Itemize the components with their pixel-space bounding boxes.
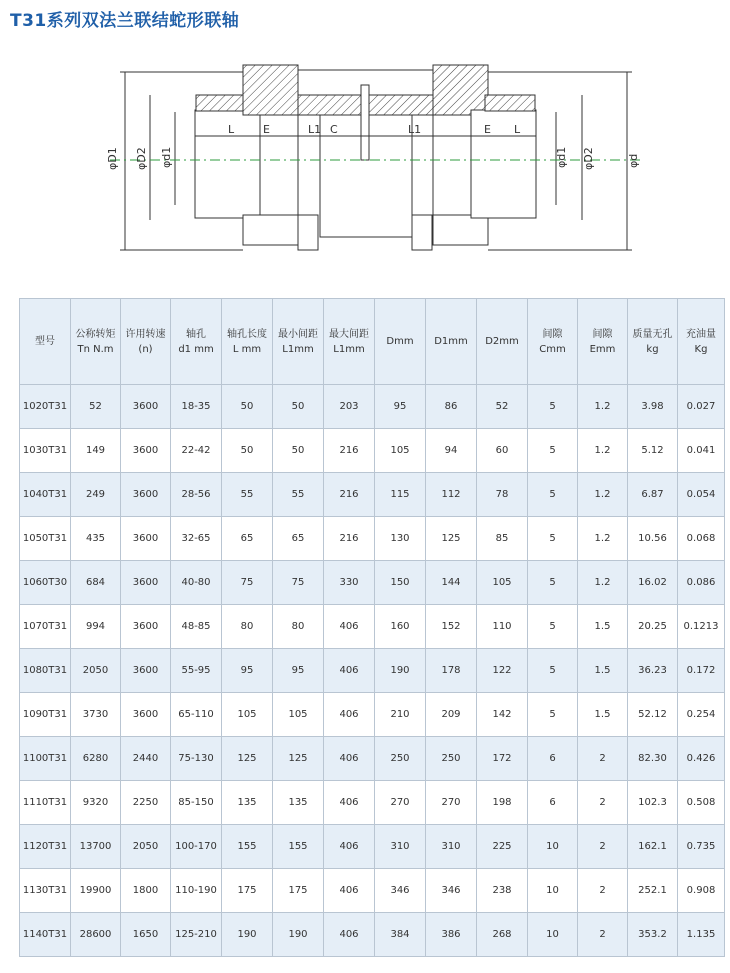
table-cell: 75 <box>273 561 324 605</box>
column-header-line2: Cmm <box>539 343 566 355</box>
table-cell: 10 <box>528 913 578 957</box>
table-cell: 1140T31 <box>20 913 71 957</box>
column-header <box>628 299 678 385</box>
label-E-left: E <box>263 123 270 136</box>
table-cell: 85 <box>477 517 528 561</box>
table-cell: 250 <box>375 737 426 781</box>
column-header-line1: 许用转速 <box>125 328 166 340</box>
table-cell: 130 <box>375 517 426 561</box>
label-L1-right: L1 <box>408 123 422 136</box>
table-cell: 252.1 <box>628 869 678 913</box>
table-cell: 1.5 <box>578 605 628 649</box>
table-row <box>20 913 725 957</box>
table-row <box>20 429 725 473</box>
table-cell: 198 <box>477 781 528 825</box>
table-cell: 142 <box>477 693 528 737</box>
label-L1-left: L1 <box>308 123 322 136</box>
label-phi-d1-right: φd1 <box>555 146 568 168</box>
table-cell: 50 <box>222 429 273 473</box>
coupling-drawing <box>0 40 730 270</box>
table-cell: 5 <box>528 605 578 649</box>
table-cell: 10 <box>528 869 578 913</box>
table-cell: 122 <box>477 649 528 693</box>
table-cell: 28-56 <box>171 473 222 517</box>
table-cell: 209 <box>426 693 477 737</box>
table-cell: 270 <box>375 781 426 825</box>
table-cell: 216 <box>324 429 375 473</box>
table-cell: 115 <box>375 473 426 517</box>
table-cell: 150 <box>375 561 426 605</box>
table-cell: 10.56 <box>628 517 678 561</box>
column-header-line1: D1mm <box>434 336 468 347</box>
table-cell: 3600 <box>121 649 171 693</box>
table-cell: 175 <box>273 869 324 913</box>
table-cell: 80 <box>222 605 273 649</box>
table-cell: 65 <box>222 517 273 561</box>
table-cell: 406 <box>324 605 375 649</box>
table-cell: 50 <box>273 429 324 473</box>
column-header-line1: 型号 <box>35 336 55 347</box>
label-C: C <box>330 123 338 136</box>
table-cell: 5 <box>528 693 578 737</box>
table-cell: 6.87 <box>628 473 678 517</box>
table-row <box>20 561 725 605</box>
table-cell: 52.12 <box>628 693 678 737</box>
table-cell: 80 <box>273 605 324 649</box>
table-cell: 85-150 <box>171 781 222 825</box>
label-L-left: L <box>228 123 235 136</box>
table-cell: 2050 <box>71 649 121 693</box>
table-cell: 10 <box>528 825 578 869</box>
table-cell: 5 <box>528 517 578 561</box>
label-phi-d1-left: φd1 <box>160 146 173 168</box>
table-cell: 5 <box>528 385 578 429</box>
column-header-line2: Emm <box>589 343 616 355</box>
table-row <box>20 869 725 913</box>
column-header <box>426 299 477 385</box>
table-cell: 9320 <box>71 781 121 825</box>
table-cell: 5 <box>528 649 578 693</box>
table-cell: 3600 <box>121 473 171 517</box>
table-cell: 1.5 <box>578 649 628 693</box>
table-cell: 125 <box>273 737 324 781</box>
column-header-line1: 最小间距 <box>278 328 318 340</box>
table-cell: 155 <box>222 825 273 869</box>
table-cell: 5.12 <box>628 429 678 473</box>
column-header <box>222 299 273 385</box>
table-cell: 0.041 <box>678 429 725 473</box>
table-cell: 0.1213 <box>678 605 725 649</box>
table-cell: 190 <box>273 913 324 957</box>
table-cell: 152 <box>426 605 477 649</box>
table-row <box>20 517 725 561</box>
table-cell: 3600 <box>121 517 171 561</box>
table-cell: 13700 <box>71 825 121 869</box>
table-cell: 2 <box>578 781 628 825</box>
column-header <box>477 299 528 385</box>
table-cell: 75 <box>222 561 273 605</box>
table-cell: 6 <box>528 781 578 825</box>
table-cell: 105 <box>477 561 528 605</box>
table-cell: 100-170 <box>171 825 222 869</box>
column-header <box>273 299 324 385</box>
table-cell: 3730 <box>71 693 121 737</box>
table-cell: 78 <box>477 473 528 517</box>
table-cell: 406 <box>324 781 375 825</box>
table-cell: 149 <box>71 429 121 473</box>
table-cell: 144 <box>426 561 477 605</box>
table-cell: 55 <box>273 473 324 517</box>
table-cell: 1130T31 <box>20 869 71 913</box>
table-cell: 82.30 <box>628 737 678 781</box>
spec-table <box>19 298 725 957</box>
table-cell: 2440 <box>121 737 171 781</box>
table-cell: 1.2 <box>578 517 628 561</box>
table-cell: 172 <box>477 737 528 781</box>
label-E-right: E <box>484 123 491 136</box>
label-phi-D2-left: φD2 <box>135 147 148 170</box>
table-cell: 5 <box>528 473 578 517</box>
table-cell: 6 <box>528 737 578 781</box>
table-cell: 225 <box>477 825 528 869</box>
table-row <box>20 605 725 649</box>
table-cell: 135 <box>273 781 324 825</box>
column-header <box>20 299 71 385</box>
table-cell: 1.2 <box>578 561 628 605</box>
table-cell: 6280 <box>71 737 121 781</box>
table-cell: 1090T31 <box>20 693 71 737</box>
table-cell: 3600 <box>121 561 171 605</box>
column-header-line1: 充油量 <box>686 328 716 340</box>
table-cell: 684 <box>71 561 121 605</box>
table-cell: 105 <box>273 693 324 737</box>
table-cell: 435 <box>71 517 121 561</box>
table-cell: 238 <box>477 869 528 913</box>
table-cell: 22-42 <box>171 429 222 473</box>
table-cell: 0.908 <box>678 869 725 913</box>
table-cell: 102.3 <box>628 781 678 825</box>
table-cell: 178 <box>426 649 477 693</box>
table-row <box>20 825 725 869</box>
table-cell: 346 <box>375 869 426 913</box>
table-cell: 125 <box>426 517 477 561</box>
column-header <box>678 299 725 385</box>
column-header <box>121 299 171 385</box>
column-header-line2: kg <box>646 343 659 355</box>
column-header-line1: 质量无孔 <box>632 328 673 340</box>
table-cell: 1120T31 <box>20 825 71 869</box>
table-cell: 3600 <box>121 605 171 649</box>
table-cell: 268 <box>477 913 528 957</box>
table-cell: 1100T31 <box>20 737 71 781</box>
column-header <box>528 299 578 385</box>
column-header-line1: 公称转矩 <box>75 328 116 340</box>
table-cell: 36.23 <box>628 649 678 693</box>
table-cell: 406 <box>324 649 375 693</box>
table-cell: 406 <box>324 913 375 957</box>
table-cell: 2050 <box>121 825 171 869</box>
table-cell: 5 <box>528 561 578 605</box>
table-cell: 0.027 <box>678 385 725 429</box>
table-cell: 406 <box>324 737 375 781</box>
table-cell: 135 <box>222 781 273 825</box>
table-cell: 175 <box>222 869 273 913</box>
table-cell: 48-85 <box>171 605 222 649</box>
column-header-line1: Dmm <box>386 336 414 347</box>
table-cell: 0.735 <box>678 825 725 869</box>
table-cell: 1070T31 <box>20 605 71 649</box>
table-cell: 19900 <box>71 869 121 913</box>
table-cell: 210 <box>375 693 426 737</box>
column-header-line1: 轴孔 <box>186 328 206 340</box>
table-cell: 0.068 <box>678 517 725 561</box>
table-row <box>20 737 725 781</box>
table-cell: 125-210 <box>171 913 222 957</box>
table-cell: 50 <box>273 385 324 429</box>
column-header <box>324 299 375 385</box>
table-cell: 216 <box>324 473 375 517</box>
table-cell: 2250 <box>121 781 171 825</box>
label-phi-D1-left: φD1 <box>106 147 119 170</box>
table-cell: 3.98 <box>628 385 678 429</box>
column-header-line1: 间隙 <box>592 328 613 340</box>
table-cell: 353.2 <box>628 913 678 957</box>
column-header <box>375 299 426 385</box>
table-cell: 94 <box>426 429 477 473</box>
column-header-line2: L1mm <box>333 343 365 355</box>
table-cell: 1050T31 <box>20 517 71 561</box>
table-cell: 50 <box>222 385 273 429</box>
table-cell: 1030T31 <box>20 429 71 473</box>
table-cell: 249 <box>71 473 121 517</box>
table-cell: 406 <box>324 693 375 737</box>
table-cell: 95 <box>375 385 426 429</box>
column-header-line2: L1mm <box>282 343 314 355</box>
table-cell: 2 <box>578 737 628 781</box>
column-header-line2: (n) <box>138 343 153 355</box>
table-cell: 310 <box>375 825 426 869</box>
table-cell: 86 <box>426 385 477 429</box>
column-header <box>578 299 628 385</box>
table-cell: 203 <box>324 385 375 429</box>
table-cell: 1.2 <box>578 473 628 517</box>
table-cell: 994 <box>71 605 121 649</box>
column-header-line1: 最大间距 <box>329 328 369 340</box>
table-cell: 1.2 <box>578 385 628 429</box>
column-header <box>171 299 222 385</box>
table-row <box>20 693 725 737</box>
label-L-right: L <box>514 123 521 136</box>
table-cell: 2 <box>578 825 628 869</box>
table-cell: 95 <box>222 649 273 693</box>
table-cell: 406 <box>324 825 375 869</box>
table-cell: 1080T31 <box>20 649 71 693</box>
table-cell: 310 <box>426 825 477 869</box>
table-cell: 5 <box>528 429 578 473</box>
table-row <box>20 649 725 693</box>
table-cell: 160 <box>375 605 426 649</box>
table-cell: 20.25 <box>628 605 678 649</box>
table-cell: 28600 <box>71 913 121 957</box>
table-cell: 110 <box>477 605 528 649</box>
column-header-line2: L mm <box>232 343 262 355</box>
table-cell: 0.508 <box>678 781 725 825</box>
table-cell: 162.1 <box>628 825 678 869</box>
column-header-line1: 轴孔长度 <box>227 328 267 340</box>
column-header-line2: d1 mm <box>178 343 214 355</box>
table-cell: 125 <box>222 737 273 781</box>
table-cell: 52 <box>71 385 121 429</box>
column-header-line1: D2mm <box>485 336 519 347</box>
table-cell: 1.135 <box>678 913 725 957</box>
table-cell: 18-35 <box>171 385 222 429</box>
table-cell: 1110T31 <box>20 781 71 825</box>
table-row <box>20 385 725 429</box>
table-cell: 0.086 <box>678 561 725 605</box>
table-cell: 346 <box>426 869 477 913</box>
table-cell: 155 <box>273 825 324 869</box>
table-cell: 2 <box>578 869 628 913</box>
column-header-line1: 间隙 <box>542 328 563 340</box>
table-cell: 250 <box>426 737 477 781</box>
table-cell: 3600 <box>121 693 171 737</box>
table-cell: 40-80 <box>171 561 222 605</box>
table-cell: 1.5 <box>578 693 628 737</box>
table-cell: 1040T31 <box>20 473 71 517</box>
table-header-row <box>20 299 725 385</box>
table-cell: 55-95 <box>171 649 222 693</box>
table-row <box>20 781 725 825</box>
table-cell: 190 <box>222 913 273 957</box>
table-cell: 112 <box>426 473 477 517</box>
label-phi-d-right: φd <box>627 153 640 168</box>
table-cell: 384 <box>375 913 426 957</box>
table-cell: 65-110 <box>171 693 222 737</box>
table-cell: 65 <box>273 517 324 561</box>
table-cell: 16.02 <box>628 561 678 605</box>
column-header-line2: Tn N.m <box>77 343 114 355</box>
table-cell: 52 <box>477 385 528 429</box>
table-cell: 60 <box>477 429 528 473</box>
column-header-line2: Kg <box>694 343 708 355</box>
table-cell: 0.172 <box>678 649 725 693</box>
table-cell: 95 <box>273 649 324 693</box>
page-title: T31系列双法兰联结蛇形联轴 <box>10 11 240 31</box>
table-cell: 1060T30 <box>20 561 71 605</box>
table-cell: 105 <box>222 693 273 737</box>
table-cell: 1800 <box>121 869 171 913</box>
table-cell: 0.426 <box>678 737 725 781</box>
table-cell: 55 <box>222 473 273 517</box>
table-cell: 0.254 <box>678 693 725 737</box>
label-phi-D2-right: φD2 <box>582 147 595 170</box>
table-cell: 330 <box>324 561 375 605</box>
table-cell: 3600 <box>121 385 171 429</box>
table-cell: 1.2 <box>578 429 628 473</box>
table-cell: 75-130 <box>171 737 222 781</box>
table-cell: 2 <box>578 913 628 957</box>
table-cell: 270 <box>426 781 477 825</box>
table-cell: 1020T31 <box>20 385 71 429</box>
table-cell: 0.054 <box>678 473 725 517</box>
table-cell: 32-65 <box>171 517 222 561</box>
table-cell: 406 <box>324 869 375 913</box>
table-cell: 216 <box>324 517 375 561</box>
table-cell: 190 <box>375 649 426 693</box>
table-cell: 3600 <box>121 429 171 473</box>
table-cell: 110-190 <box>171 869 222 913</box>
table-cell: 1650 <box>121 913 171 957</box>
table-cell: 386 <box>426 913 477 957</box>
table-row <box>20 473 725 517</box>
column-header <box>71 299 121 385</box>
table-cell: 105 <box>375 429 426 473</box>
